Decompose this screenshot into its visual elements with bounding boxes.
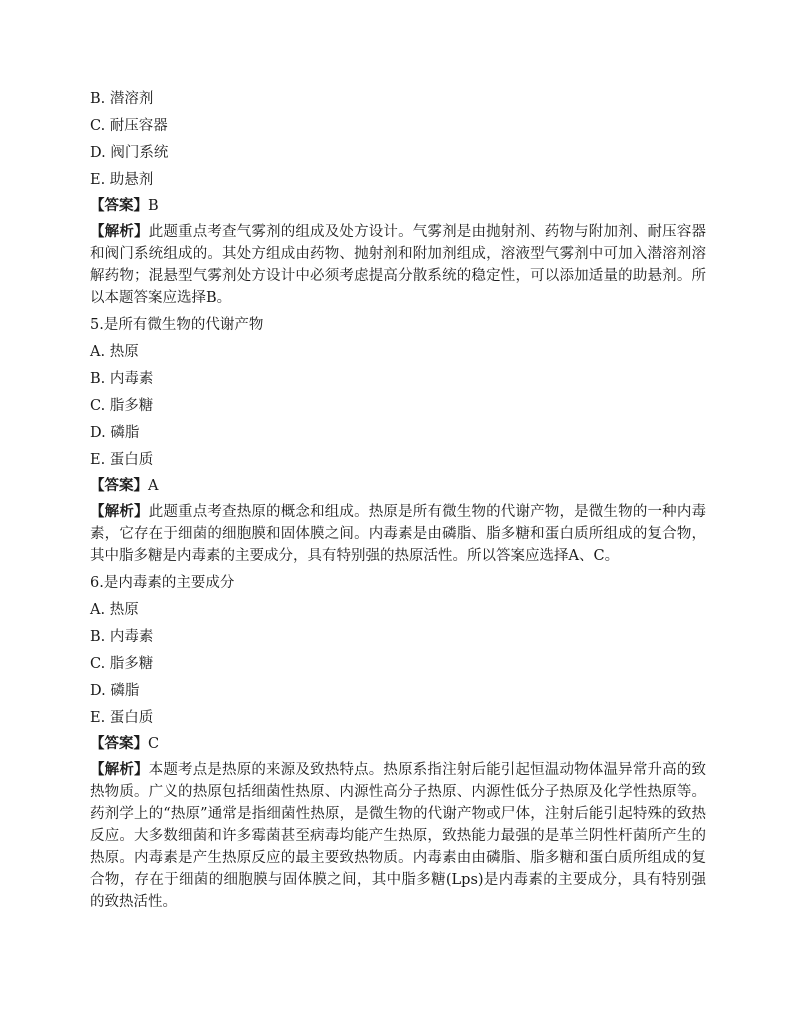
q6-option-c: C. 脂多糖 xyxy=(90,656,154,672)
q6-option-d: D. 磷脂 xyxy=(90,683,140,699)
analysis-text: 本题考点是热原的来源及致热特点。热原系指注射后能引起恒温动物体温异常升高的致热物质。广义的热原包括细菌性热原、内源性高分子热原、内源性低分子热原及化学性热原等。药剂学上的“热原”通常是指细菌性热原，是微生物的代谢产物或尸体，注射后能引起特殊的致热反应。大多数细菌和许多霉菌甚至病毒均能产生热原，致热能力最强的是革兰阴性杆菌所产生的热原。内毒素是产生热原反应的最主要致热物质。内毒素由由磷脂、脂多糖和蛋白质所组成的复合物，存在于细菌的细胞膜与固体膜之间，其中脂多糖(Lps)是内毒素的主要成分，具有特别强的致热活性。 xyxy=(90,762,707,910)
analysis-text: 此题重点考查热原的概念和组成。热原是所有微生物的代谢产物，是微生物的一种内毒素，它存在于细菌的细胞膜和固体膜之间。内毒素是由磷脂、脂多糖和蛋白质所组成的复合物，其中脂多糖是内毒素的主要成分，具有特别强的热原活性。所以答案应选择A、C。 xyxy=(90,504,707,564)
analysis-label: 【解析】 xyxy=(90,761,149,778)
q5-option-e: E. 蛋白质 xyxy=(90,452,154,468)
answer-q6 xyxy=(90,732,706,756)
q6-option-e: E. 蛋白质 xyxy=(90,710,154,726)
answer-value: A xyxy=(148,478,159,494)
question-5: 5.是所有微生物的代谢产物 xyxy=(90,317,264,333)
q5-option-b: B. 内毒素 xyxy=(90,371,154,387)
analysis-label: 【解析】 xyxy=(90,223,149,240)
question-6: 6.是内毒素的主要成分 xyxy=(90,575,235,591)
answer-value: C xyxy=(148,736,160,752)
analysis-q6 xyxy=(90,759,706,913)
answer-value: B xyxy=(148,198,159,214)
analysis-q5 xyxy=(90,501,706,567)
analysis-q4 xyxy=(90,221,706,309)
option-d-valve-system: D. 阀门系统 xyxy=(90,145,169,161)
option-c-pressure-container: C. 耐压容器 xyxy=(90,118,168,134)
q5-option-a: A. 热原 xyxy=(90,344,139,360)
document-page xyxy=(90,86,706,916)
answer-q5 xyxy=(90,474,706,498)
analysis-label: 【解析】 xyxy=(90,503,149,520)
answer-label: 【答案】 xyxy=(90,197,148,214)
answer-label: 【答案】 xyxy=(90,477,148,494)
analysis-text: 此题重点考查气雾剂的组成及处方设计。气雾剂是由抛射剂、药物与附加剂、耐压容器和阀门系统组成的。其处方组成由药物、抛射剂和附加剂组成，溶液型气雾剂中可加入潜溶剂溶解药物；混悬型气雾剂处方设计中必须考虑提高分散系统的稳定性，可以添加适量的助悬剂。所以本题答案应选择B。 xyxy=(90,224,707,306)
answer-label: 【答案】 xyxy=(90,735,148,752)
q6-option-a: A. 热原 xyxy=(90,602,139,618)
answer-q4 xyxy=(90,194,706,218)
option-e-suspending-agent: E. 助悬剂 xyxy=(90,172,154,188)
q5-option-c: C. 脂多糖 xyxy=(90,398,154,414)
q6-option-b: B. 内毒素 xyxy=(90,629,154,645)
q5-option-d: D. 磷脂 xyxy=(90,425,140,441)
option-b-cosolvent: B. 潜溶剂 xyxy=(90,91,154,107)
